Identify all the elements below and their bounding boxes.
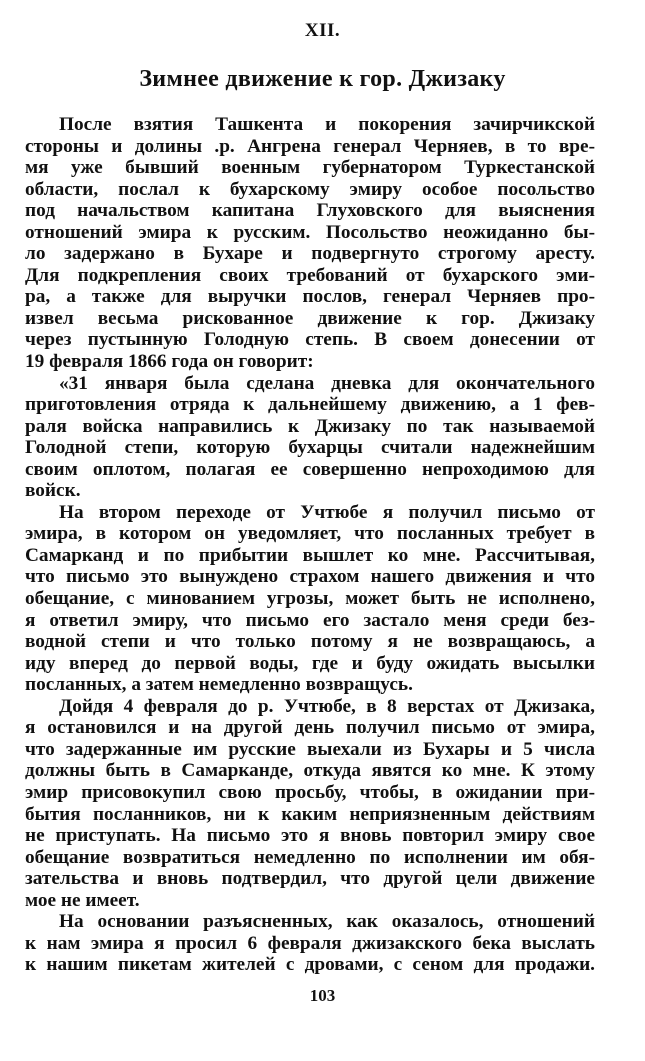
text-line: ра, а также для выручки послов, генерал Черняев про- (25, 286, 595, 308)
text-line: мое не имеет. (25, 889, 140, 911)
page-number: 103 (309, 986, 336, 1005)
text-line: посланных, а затем немедленно возвращусь. (25, 674, 413, 696)
text-line: «31 января была сделана дневка для окончательного (59, 372, 595, 394)
text-line: иду вперед до первой воды, где и буду ожидать высылки (25, 652, 595, 674)
text-line: мя уже бывший военным губернатором Туркестанской (25, 157, 595, 179)
text-line: отношений эмира к русским. Посольство неожиданно бы- (25, 221, 595, 243)
text-line: не приступать. На письмо это я вновь повторил эмиру свое (25, 825, 595, 847)
text-line: бытия посланников, ни к каким неприязненным действиям (25, 803, 595, 825)
text-line: Дойдя 4 февраля до р. Учтюбе, в 8 верстах от Джизака, (59, 695, 595, 717)
text-line: я ответил эмиру, что письмо его застало меня среди без- (25, 609, 595, 631)
text-line: обещание, с минованием угрозы, может быть не исполнено, (25, 588, 595, 610)
text-line: зательства и вновь подтвердил, что другой цели движение (25, 868, 595, 890)
chapter-number: XII. (304, 20, 341, 41)
text-line: должны быть в Самарканде, откуда явятся ко мне. К этому (25, 760, 595, 782)
text-line: На основании разъясненных, как оказалось, отношений (59, 911, 595, 933)
text-line: Голодной степи, которую бухарцы считали надежнейшим (25, 437, 595, 459)
text-line: водной степи и что только потому я не возвращаюсь, а (25, 631, 595, 653)
text-line: что задержанные им русские выехали из Бухары и 5 числа (25, 738, 595, 760)
text-line: стороны и долины .р. Ангрена генерал Черняев, в то вре- (25, 135, 595, 157)
text-line: к нам эмира я просил 6 февраля джизакского бека выслать (25, 932, 595, 954)
text-line: эмир присовокупил свою просьбу, чтобы, в ожидании при- (25, 781, 595, 803)
text-line: На втором переходе от Учтюбе я получил письмо от (59, 501, 595, 523)
text-line: Самарканд и по прибытии вышлет ко мне. Рассчитывая, (25, 544, 595, 566)
text-line: ло задержано в Бухаре и подвергнуто строгому аресту. (25, 243, 595, 265)
text-line: войск. (25, 480, 81, 502)
text-line: своим оплотом, полагая ее совершенно непроходимою для (25, 458, 595, 480)
text-line: 19 февраля 1866 года он говорит: (25, 351, 314, 373)
text-line: области, послал к бухарскому эмиру особое посольство (25, 178, 595, 200)
text-line: раля войска направились к Джизаку по так называемой (25, 415, 595, 437)
text-line: обещание возвратиться немедленно по исполнении им обя- (25, 846, 595, 868)
text-line: эмира, в котором он уведомляет, что посланных требует в (25, 523, 595, 545)
text-line: извел весьма рискованное движение к гор. Джизаку (25, 307, 595, 329)
body-text (25, 114, 595, 976)
text-line: приготовления отряда к дальнейшему движению, а 1 фев- (25, 394, 595, 416)
text-line: Для подкрепления своих требований от бухарского эми- (25, 264, 595, 286)
text-line: под начальством капитана Глуховского для выяснения (25, 200, 595, 222)
text-line: что письмо это вынуждено страхом нашего движения и что (25, 566, 595, 588)
text-line: через пустынную Голодную степь. В своем донесении от (25, 329, 595, 351)
text-line: После взятия Ташкента и покорения зачирчикской (59, 114, 595, 135)
chapter-title: Зимнее движение к гор. Джизаку (139, 66, 506, 92)
text-line: я остановился и на другой день получил письмо от эмира, (25, 717, 595, 739)
text-line: к нашим пикетам жителей с дровами, с сеном для продажи. (25, 954, 595, 976)
